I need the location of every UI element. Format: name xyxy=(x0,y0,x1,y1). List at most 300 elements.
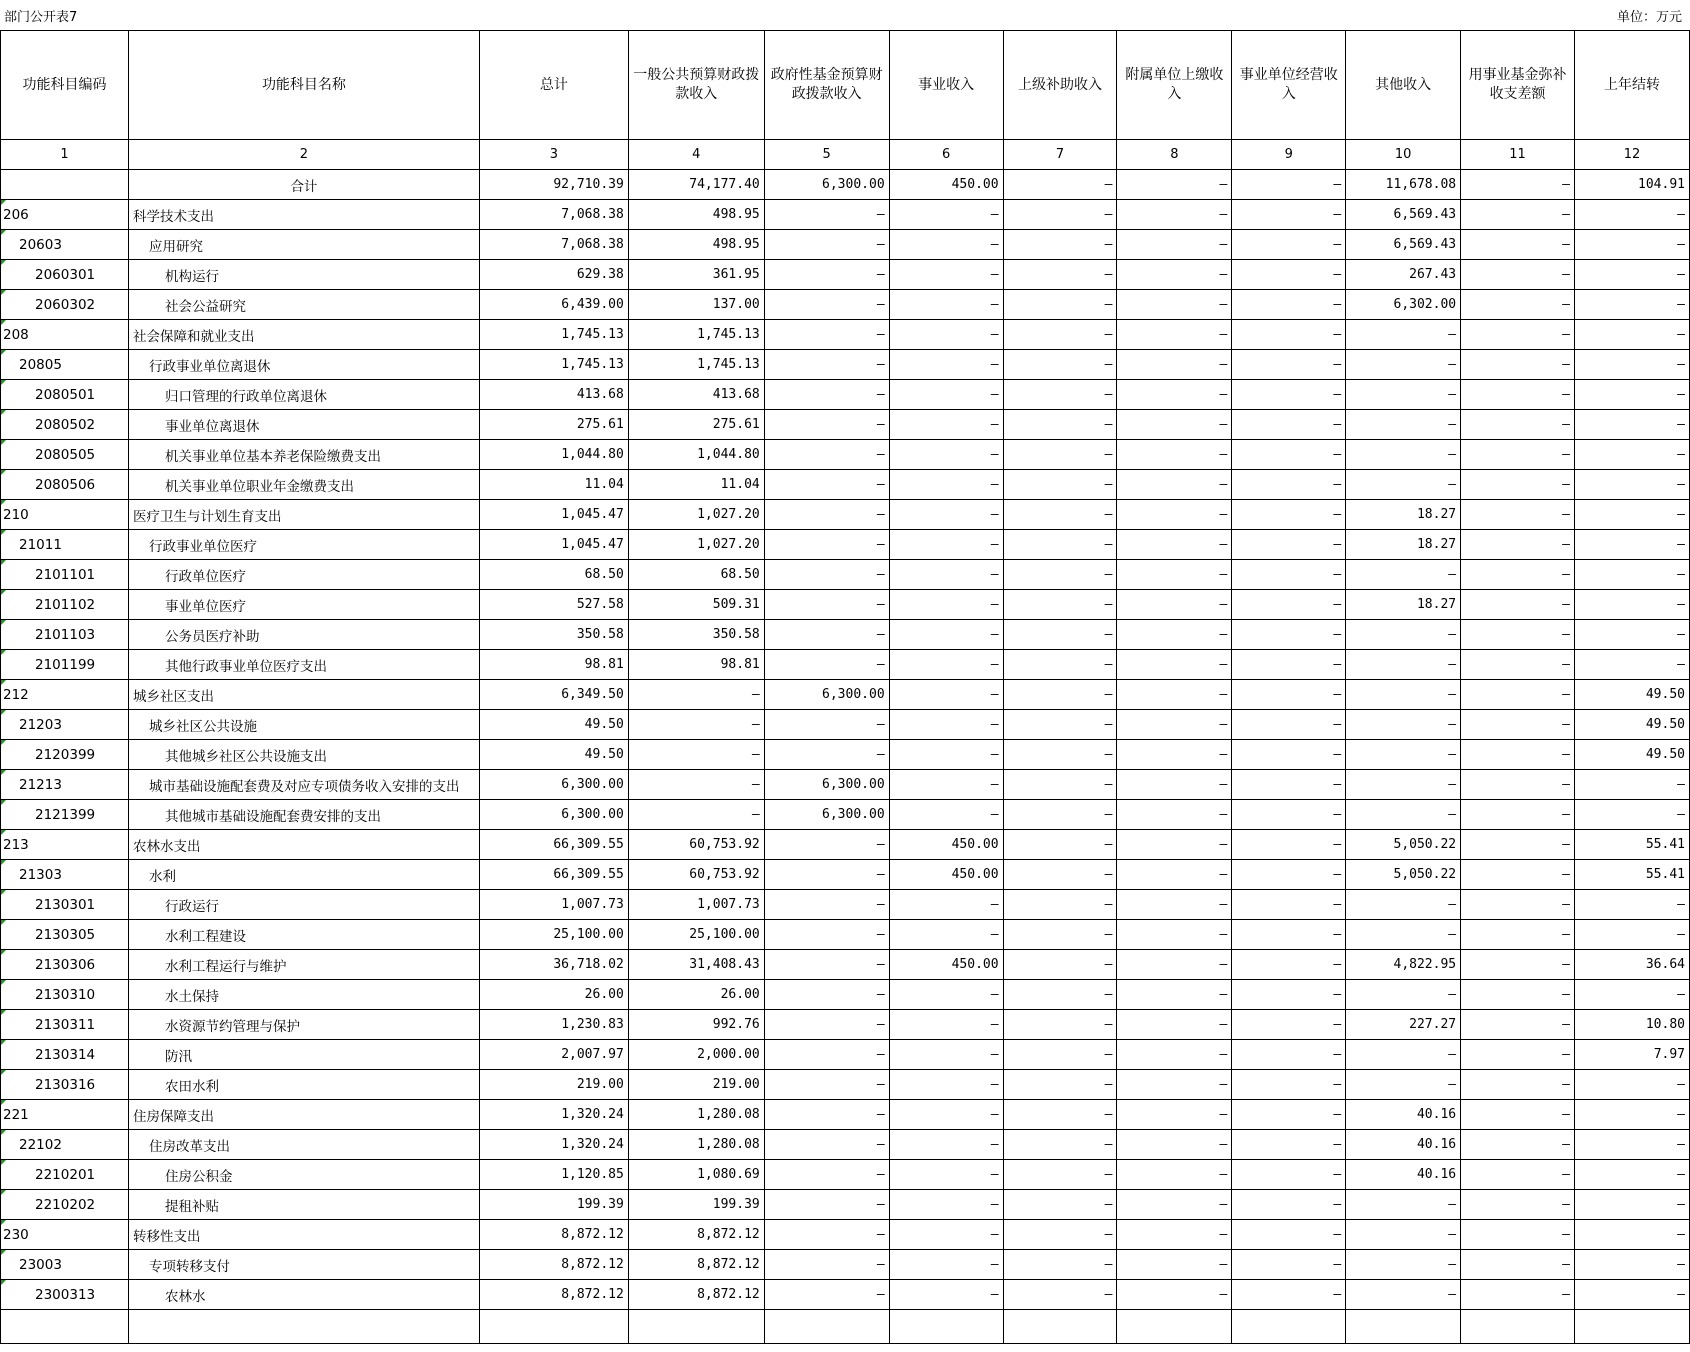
row-value: – xyxy=(889,320,1003,350)
column-number: 12 xyxy=(1575,140,1690,170)
row-value: – xyxy=(1117,620,1232,650)
row-value: – xyxy=(764,860,889,890)
row-value: 26.00 xyxy=(479,980,628,1010)
table-row xyxy=(1,800,1690,830)
row-value: – xyxy=(1003,1130,1117,1160)
row-value: 267.43 xyxy=(1346,260,1461,290)
row-value: 413.68 xyxy=(628,380,764,410)
row-value: – xyxy=(1575,440,1690,470)
column-header: 上年结转 xyxy=(1575,31,1690,140)
row-value: – xyxy=(1461,890,1575,920)
row-value: – xyxy=(889,230,1003,260)
row-value: – xyxy=(1461,410,1575,440)
row-value: – xyxy=(1117,230,1232,260)
row-value: 8,872.12 xyxy=(479,1220,628,1250)
row-value: – xyxy=(1461,1130,1575,1160)
row-name: 城市基础设施配套费及对应专项债务收入安排的支出 xyxy=(128,770,479,800)
column-header: 用事业基金弥补收支差额 xyxy=(1461,31,1575,140)
table-title: 部门公开表7 xyxy=(4,10,78,25)
row-value: – xyxy=(1346,800,1461,830)
row-value: – xyxy=(1117,1100,1232,1130)
column-number: 10 xyxy=(1346,140,1461,170)
row-value: – xyxy=(764,230,889,260)
row-value: – xyxy=(1346,1070,1461,1100)
row-name: 农田水利 xyxy=(128,1070,479,1100)
row-value: – xyxy=(1117,1190,1232,1220)
row-value: 40.16 xyxy=(1346,1160,1461,1190)
row-value: – xyxy=(1461,680,1575,710)
row-value: – xyxy=(1461,1220,1575,1250)
row-name: 专项转移支付 xyxy=(128,1250,479,1280)
total-row xyxy=(1,170,1690,200)
row-value: 199.39 xyxy=(479,1190,628,1220)
row-value: – xyxy=(1232,770,1346,800)
row-code: 213 xyxy=(1,830,129,860)
row-value: – xyxy=(1117,830,1232,860)
row-value: – xyxy=(764,1100,889,1130)
row-value: 6,302.00 xyxy=(1346,290,1461,320)
row-value: 49.50 xyxy=(479,710,628,740)
row-value: – xyxy=(1346,1220,1461,1250)
row-value: – xyxy=(1117,200,1232,230)
column-header: 一般公共预算财政拨款收入 xyxy=(628,31,764,140)
row-value: – xyxy=(1575,590,1690,620)
row-value: 40.16 xyxy=(1346,1100,1461,1130)
row-value: – xyxy=(1232,830,1346,860)
row-value: – xyxy=(1575,650,1690,680)
row-value: – xyxy=(1346,740,1461,770)
row-code: 210 xyxy=(1,500,129,530)
row-name: 水利 xyxy=(128,860,479,890)
row-value: – xyxy=(1461,1100,1575,1130)
row-value: – xyxy=(1232,1100,1346,1130)
row-value: – xyxy=(889,710,1003,740)
row-value: – xyxy=(1232,320,1346,350)
table-row xyxy=(1,1190,1690,1220)
column-number: 4 xyxy=(628,140,764,170)
blank-cell xyxy=(1461,1310,1575,1344)
row-value: – xyxy=(1346,650,1461,680)
row-value: – xyxy=(1232,380,1346,410)
row-value: – xyxy=(889,530,1003,560)
row-name: 防汛 xyxy=(128,1040,479,1070)
row-code: 2130305 xyxy=(1,920,129,950)
row-value: – xyxy=(1003,800,1117,830)
row-value: 7.97 xyxy=(1575,1040,1690,1070)
row-value: 40.16 xyxy=(1346,1130,1461,1160)
row-value: 1,230.83 xyxy=(479,1010,628,1040)
row-value: – xyxy=(1232,1160,1346,1190)
row-code: 2121399 xyxy=(1,800,129,830)
row-value: – xyxy=(889,470,1003,500)
row-value: – xyxy=(1461,350,1575,380)
row-code: 2101102 xyxy=(1,590,129,620)
row-value: – xyxy=(1461,740,1575,770)
row-value: – xyxy=(1461,1190,1575,1220)
row-value: 219.00 xyxy=(628,1070,764,1100)
row-value: – xyxy=(764,950,889,980)
row-value: – xyxy=(1461,470,1575,500)
row-value: – xyxy=(1003,1010,1117,1040)
row-value: 6,300.00 xyxy=(764,800,889,830)
row-value: – xyxy=(1232,950,1346,980)
row-value: – xyxy=(1346,560,1461,590)
row-value: – xyxy=(764,890,889,920)
row-value: – xyxy=(764,650,889,680)
row-value: – xyxy=(1117,590,1232,620)
row-name: 机关事业单位基本养老保险缴费支出 xyxy=(128,440,479,470)
row-value: 49.50 xyxy=(1575,680,1690,710)
row-value: – xyxy=(889,1250,1003,1280)
row-value: – xyxy=(764,380,889,410)
row-value: – xyxy=(1461,440,1575,470)
total-value: 74,177.40 xyxy=(628,170,764,200)
row-value: – xyxy=(1575,530,1690,560)
row-value: – xyxy=(1003,500,1117,530)
row-value: – xyxy=(628,680,764,710)
row-value: – xyxy=(628,710,764,740)
blank-cell xyxy=(764,1310,889,1344)
row-value: – xyxy=(764,920,889,950)
row-value: – xyxy=(1346,410,1461,440)
table-row xyxy=(1,500,1690,530)
row-value: – xyxy=(764,1280,889,1310)
row-value: – xyxy=(1346,1280,1461,1310)
row-value: – xyxy=(1232,350,1346,380)
row-value: 36,718.02 xyxy=(479,950,628,980)
row-value: – xyxy=(1461,230,1575,260)
row-value: – xyxy=(1232,1010,1346,1040)
row-value: – xyxy=(1003,860,1117,890)
row-name: 行政单位医疗 xyxy=(128,560,479,590)
table-row xyxy=(1,1160,1690,1190)
row-value: 6,300.00 xyxy=(479,800,628,830)
column-number: 8 xyxy=(1117,140,1232,170)
row-name: 行政事业单位医疗 xyxy=(128,530,479,560)
row-value: – xyxy=(628,740,764,770)
row-value: – xyxy=(1232,620,1346,650)
row-code: 21303 xyxy=(1,860,129,890)
row-value: 1,745.13 xyxy=(628,350,764,380)
row-value: 31,408.43 xyxy=(628,950,764,980)
row-value: – xyxy=(628,770,764,800)
header-row xyxy=(1,31,1690,140)
row-value: – xyxy=(889,1160,1003,1190)
unit-label: 单位：万元 xyxy=(1616,10,1682,25)
row-value: 1,080.69 xyxy=(628,1160,764,1190)
row-value: – xyxy=(1575,1160,1690,1190)
row-value: – xyxy=(1003,620,1117,650)
row-value: – xyxy=(1461,560,1575,590)
row-value: – xyxy=(1003,560,1117,590)
row-value: – xyxy=(764,620,889,650)
row-value: – xyxy=(889,560,1003,590)
row-value: 6,439.00 xyxy=(479,290,628,320)
row-value: – xyxy=(1232,1280,1346,1310)
column-number: 9 xyxy=(1232,140,1346,170)
column-number: 5 xyxy=(764,140,889,170)
row-value: – xyxy=(1232,290,1346,320)
total-value: 104.91 xyxy=(1575,170,1690,200)
row-value: – xyxy=(1117,680,1232,710)
row-value: – xyxy=(1461,380,1575,410)
row-value: – xyxy=(1461,620,1575,650)
row-code: 21213 xyxy=(1,770,129,800)
row-value: – xyxy=(1232,440,1346,470)
table-row xyxy=(1,560,1690,590)
table-row xyxy=(1,860,1690,890)
row-name: 住房保障支出 xyxy=(128,1100,479,1130)
row-value: – xyxy=(889,290,1003,320)
row-value: – xyxy=(764,1220,889,1250)
row-value: – xyxy=(889,650,1003,680)
row-name: 社会保障和就业支出 xyxy=(128,320,479,350)
row-value: – xyxy=(1461,800,1575,830)
row-value: 7,068.38 xyxy=(479,230,628,260)
row-value: – xyxy=(1003,710,1117,740)
row-value: – xyxy=(1232,860,1346,890)
row-code: 221 xyxy=(1,1100,129,1130)
row-value: 36.64 xyxy=(1575,950,1690,980)
row-value: – xyxy=(1461,1040,1575,1070)
row-value: – xyxy=(1232,710,1346,740)
row-value: – xyxy=(764,1010,889,1040)
row-code: 2101101 xyxy=(1,560,129,590)
row-value: – xyxy=(1117,500,1232,530)
row-name: 公务员医疗补助 xyxy=(128,620,479,650)
row-value: 55.41 xyxy=(1575,860,1690,890)
row-code: 206 xyxy=(1,200,129,230)
row-value: – xyxy=(1346,710,1461,740)
row-name: 行政事业单位离退休 xyxy=(128,350,479,380)
row-value: – xyxy=(764,440,889,470)
table-row xyxy=(1,650,1690,680)
row-value: – xyxy=(1575,560,1690,590)
table-row xyxy=(1,410,1690,440)
table-row xyxy=(1,1070,1690,1100)
row-value: 527.58 xyxy=(479,590,628,620)
row-code: 2210201 xyxy=(1,1160,129,1190)
column-header: 附属单位上缴收入 xyxy=(1117,31,1232,140)
row-value: – xyxy=(1346,440,1461,470)
row-value: – xyxy=(889,680,1003,710)
row-value: – xyxy=(1117,890,1232,920)
row-value: 6,569.43 xyxy=(1346,230,1461,260)
row-value: – xyxy=(1575,1100,1690,1130)
row-value: – xyxy=(764,260,889,290)
blank-cell xyxy=(1117,1310,1232,1344)
row-name: 医疗卫生与计划生育支出 xyxy=(128,500,479,530)
row-value: – xyxy=(1461,770,1575,800)
row-value: 68.50 xyxy=(479,560,628,590)
row-value: 2,000.00 xyxy=(628,1040,764,1070)
row-name: 水资源节约管理与保护 xyxy=(128,1010,479,1040)
row-value: – xyxy=(1232,590,1346,620)
row-value: 350.58 xyxy=(628,620,764,650)
row-value: – xyxy=(764,1250,889,1280)
row-value: 1,007.73 xyxy=(628,890,764,920)
row-value: – xyxy=(1461,710,1575,740)
row-value: – xyxy=(1232,920,1346,950)
row-value: – xyxy=(1346,350,1461,380)
row-code: 2130301 xyxy=(1,890,129,920)
row-value: – xyxy=(1461,500,1575,530)
table-row xyxy=(1,530,1690,560)
row-code: 2130310 xyxy=(1,980,129,1010)
row-value: – xyxy=(1232,1220,1346,1250)
table-row xyxy=(1,230,1690,260)
row-value: – xyxy=(764,1190,889,1220)
row-value: – xyxy=(1232,680,1346,710)
row-value: – xyxy=(1117,950,1232,980)
row-value: – xyxy=(1003,1040,1117,1070)
row-value: – xyxy=(1575,1220,1690,1250)
row-code: 22102 xyxy=(1,1130,129,1160)
row-value: – xyxy=(1117,290,1232,320)
row-value: – xyxy=(1232,1130,1346,1160)
row-value: – xyxy=(1003,1220,1117,1250)
row-value: – xyxy=(1575,1190,1690,1220)
row-name: 农林水 xyxy=(128,1280,479,1310)
row-value: – xyxy=(889,1130,1003,1160)
table-row xyxy=(1,1250,1690,1280)
row-value: 66,309.55 xyxy=(479,860,628,890)
row-value: 509.31 xyxy=(628,590,764,620)
column-number: 3 xyxy=(479,140,628,170)
table-row xyxy=(1,290,1690,320)
row-value: 1,007.73 xyxy=(479,890,628,920)
row-value: 49.50 xyxy=(1575,710,1690,740)
row-value: 1,320.24 xyxy=(479,1100,628,1130)
row-value: – xyxy=(1346,380,1461,410)
row-value: – xyxy=(1003,740,1117,770)
row-value: – xyxy=(1461,290,1575,320)
row-value: – xyxy=(1117,860,1232,890)
total-value: 11,678.08 xyxy=(1346,170,1461,200)
row-value: – xyxy=(889,1280,1003,1310)
table-row xyxy=(1,350,1690,380)
row-value: – xyxy=(1575,920,1690,950)
row-value: – xyxy=(1232,410,1346,440)
row-value: 1,745.13 xyxy=(479,320,628,350)
total-value: – xyxy=(1461,170,1575,200)
table-row xyxy=(1,320,1690,350)
row-code: 20603 xyxy=(1,230,129,260)
row-value: – xyxy=(1461,320,1575,350)
row-code: 2080502 xyxy=(1,410,129,440)
row-value: – xyxy=(889,590,1003,620)
row-value: 629.38 xyxy=(479,260,628,290)
row-value: – xyxy=(889,350,1003,380)
row-value: 992.76 xyxy=(628,1010,764,1040)
row-value: – xyxy=(1117,1130,1232,1160)
row-value: – xyxy=(1461,260,1575,290)
table-row xyxy=(1,830,1690,860)
row-value: – xyxy=(1346,890,1461,920)
table-row xyxy=(1,920,1690,950)
row-value: – xyxy=(1575,800,1690,830)
row-value: – xyxy=(1117,980,1232,1010)
row-value: – xyxy=(1575,1070,1690,1100)
row-value: 1,027.20 xyxy=(628,530,764,560)
row-value: 18.27 xyxy=(1346,590,1461,620)
row-value: – xyxy=(1003,470,1117,500)
row-name: 机构运行 xyxy=(128,260,479,290)
row-value: – xyxy=(1575,770,1690,800)
row-value: – xyxy=(1117,650,1232,680)
column-number: 7 xyxy=(1003,140,1117,170)
row-value: – xyxy=(1346,770,1461,800)
row-value: – xyxy=(764,980,889,1010)
row-value: 2,007.97 xyxy=(479,1040,628,1070)
row-value: – xyxy=(764,290,889,320)
row-value: – xyxy=(1346,1040,1461,1070)
row-name: 事业单位医疗 xyxy=(128,590,479,620)
row-value: – xyxy=(1003,1100,1117,1130)
row-value: – xyxy=(1117,380,1232,410)
row-value: – xyxy=(1003,590,1117,620)
row-code: 23003 xyxy=(1,1250,129,1280)
table-row xyxy=(1,620,1690,650)
row-value: – xyxy=(1461,1160,1575,1190)
row-value: 6,569.43 xyxy=(1346,200,1461,230)
row-value: – xyxy=(1232,980,1346,1010)
row-value: – xyxy=(764,590,889,620)
row-value: – xyxy=(764,710,889,740)
row-value: – xyxy=(1117,1010,1232,1040)
row-value: 6,349.50 xyxy=(479,680,628,710)
row-value: – xyxy=(1575,350,1690,380)
row-value: – xyxy=(1461,590,1575,620)
row-value: 1,745.13 xyxy=(628,320,764,350)
blank-cell xyxy=(1232,1310,1346,1344)
row-value: 1,044.80 xyxy=(628,440,764,470)
row-name: 事业单位离退休 xyxy=(128,410,479,440)
total-value: – xyxy=(1003,170,1117,200)
row-value: – xyxy=(1232,470,1346,500)
row-value: – xyxy=(1575,260,1690,290)
row-value: 8,872.12 xyxy=(628,1220,764,1250)
table-row xyxy=(1,470,1690,500)
row-value: – xyxy=(1117,1160,1232,1190)
row-value: – xyxy=(1461,920,1575,950)
row-value: 5,050.22 xyxy=(1346,830,1461,860)
row-value: – xyxy=(628,800,764,830)
row-code: 212 xyxy=(1,680,129,710)
row-value: 55.41 xyxy=(1575,830,1690,860)
column-number: 11 xyxy=(1461,140,1575,170)
row-value: – xyxy=(1003,260,1117,290)
row-value: – xyxy=(1117,530,1232,560)
row-value: – xyxy=(1003,1070,1117,1100)
row-code: 2080501 xyxy=(1,380,129,410)
row-value: – xyxy=(1003,230,1117,260)
row-value: – xyxy=(1461,1070,1575,1100)
total-value: – xyxy=(1117,170,1232,200)
row-value: – xyxy=(1346,920,1461,950)
row-value: 450.00 xyxy=(889,830,1003,860)
row-code: 2130311 xyxy=(1,1010,129,1040)
row-value: – xyxy=(1575,200,1690,230)
row-value: – xyxy=(1003,440,1117,470)
budget-table xyxy=(0,30,1690,1344)
row-value: – xyxy=(1461,950,1575,980)
row-value: – xyxy=(1575,320,1690,350)
row-value: – xyxy=(889,770,1003,800)
row-value: – xyxy=(764,470,889,500)
row-value: 498.95 xyxy=(628,200,764,230)
row-value: 8,872.12 xyxy=(628,1280,764,1310)
